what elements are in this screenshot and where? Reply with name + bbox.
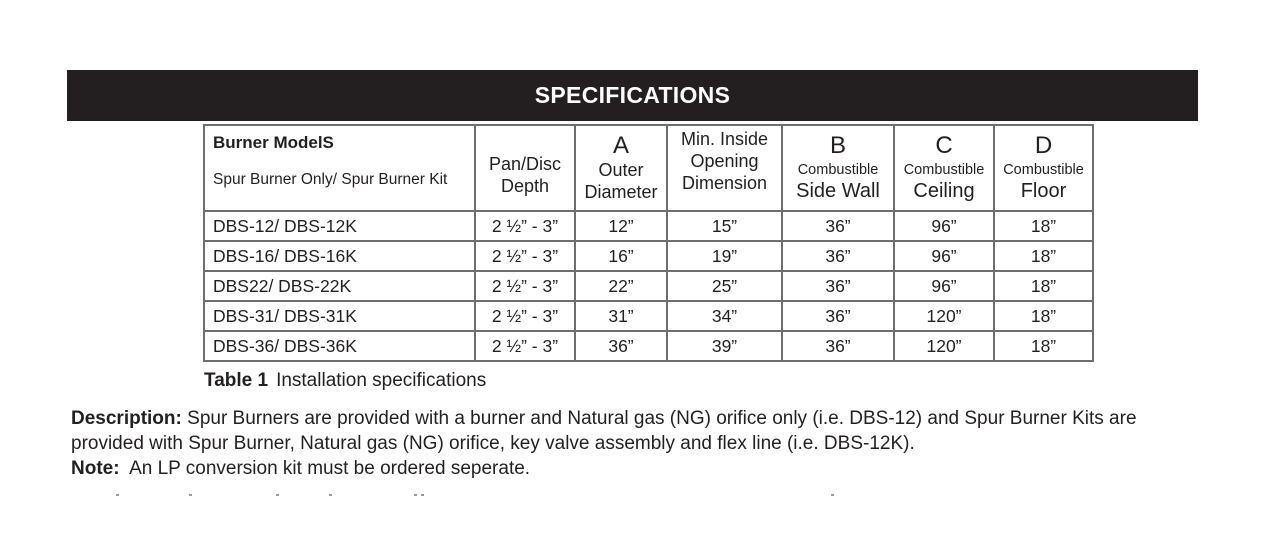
header-burner-models [204,125,475,211]
table-row [204,241,1093,271]
note-text: An LP conversion kit must be ordered seperate. [129,458,531,479]
header-ceiling [894,125,994,211]
cell-outer-diameter: 16” [575,241,667,271]
header-model-subtitle: Spur Burner Only/ Spur Burner Kit [213,171,448,188]
header-c-big: Ceiling [913,179,975,202]
cell-side-wall: 36” [782,301,894,331]
header-min-inside-opening [667,125,782,211]
cell-side-wall: 36” [782,271,894,301]
header-floor [994,125,1093,211]
table-caption [204,370,486,392]
cell-pan-depth: 2 ½” - 3” [475,301,575,331]
cell-floor: 18” [994,301,1093,331]
cell-outer-diameter: 31” [575,301,667,331]
cell-side-wall: 36” [782,331,894,361]
cut-off-text-fragment [71,492,1171,498]
table-header-row [204,125,1093,211]
cell-min-opening: 19” [667,241,782,271]
header-outer-diameter [575,125,667,211]
header-min-line1: Min. Inside [680,129,769,149]
description-paragraph [71,406,1181,456]
installation-specifications-table [203,124,1094,362]
table-row [204,271,1093,301]
cell-ceiling: 96” [894,211,994,241]
cell-min-opening: 15” [667,211,782,241]
header-a-line2: Diameter [584,182,658,202]
header-b-small: Combustible [797,161,879,178]
description-text: Spur Burners are provided with a burner and Natural gas (NG) orifice only (i.e. DBS-12) and Spur Burner Kits are provided with Spur Burner, Natural gas (NG) orifice, key valve assembly and flex line (i.e. DBS-12K). [71,408,1137,454]
header-min-line2: Opening [690,151,759,171]
cell-model: DBS-36/ DBS-36K [204,331,475,361]
header-d-small: Combustible [1003,161,1084,178]
header-pan-line1: Pan/Disc [488,154,562,174]
cell-pan-depth: 2 ½” - 3” [475,331,575,361]
caption-text: Installation specifications [276,370,487,391]
cell-ceiling: 120” [894,301,994,331]
cell-floor: 18” [994,241,1093,271]
specifications-banner [67,70,1198,121]
cell-ceiling: 96” [894,271,994,301]
cell-floor: 18” [994,211,1093,241]
cell-floor: 18” [994,271,1093,301]
cell-model: DBS-12/ DBS-12K [204,211,475,241]
cell-pan-depth: 2 ½” - 3” [475,271,575,301]
header-d-letter: D [1034,131,1053,159]
cell-min-opening: 25” [667,271,782,301]
cell-outer-diameter: 12” [575,211,667,241]
note-paragraph [71,456,1181,481]
header-b-big: Side Wall [796,179,880,202]
cell-outer-diameter: 36” [575,331,667,361]
cell-model: DBS-31/ DBS-31K [204,301,475,331]
header-pan-line2: Depth [500,176,550,196]
cell-outer-diameter: 22” [575,271,667,301]
header-min-line3: Dimension [681,173,768,193]
header-d-big: Floor [1020,179,1067,202]
header-a-letter: A [612,132,629,159]
cell-pan-depth: 2 ½” - 3” [475,211,575,241]
header-pan-disc-depth [475,125,575,211]
banner-title: SPECIFICATIONS [534,82,731,108]
header-b-letter: B [829,131,846,159]
cell-min-opening: 34” [667,301,782,331]
table-row [204,301,1093,331]
header-side-wall [782,125,894,211]
header-c-letter: C [935,131,953,159]
cell-side-wall: 36” [782,211,894,241]
cell-min-opening: 39” [667,331,782,361]
description-block [71,406,1181,481]
cell-model: DBS-16/ DBS-16K [204,241,475,271]
description-label: Description: [71,408,182,429]
cell-pan-depth: 2 ½” - 3” [475,241,575,271]
cell-side-wall: 36” [782,241,894,271]
note-label: Note: [71,458,120,479]
header-model-title: Burner ModelS [213,133,334,152]
table-row [204,331,1093,361]
cell-model: DBS22/ DBS-22K [204,271,475,301]
cell-floor: 18” [994,331,1093,361]
caption-label: Table 1 [204,370,269,391]
cell-ceiling: 120” [894,331,994,361]
cell-ceiling: 96” [894,241,994,271]
header-a-line1: Outer [598,160,644,180]
table-row [204,211,1093,241]
header-c-small: Combustible [903,161,985,178]
